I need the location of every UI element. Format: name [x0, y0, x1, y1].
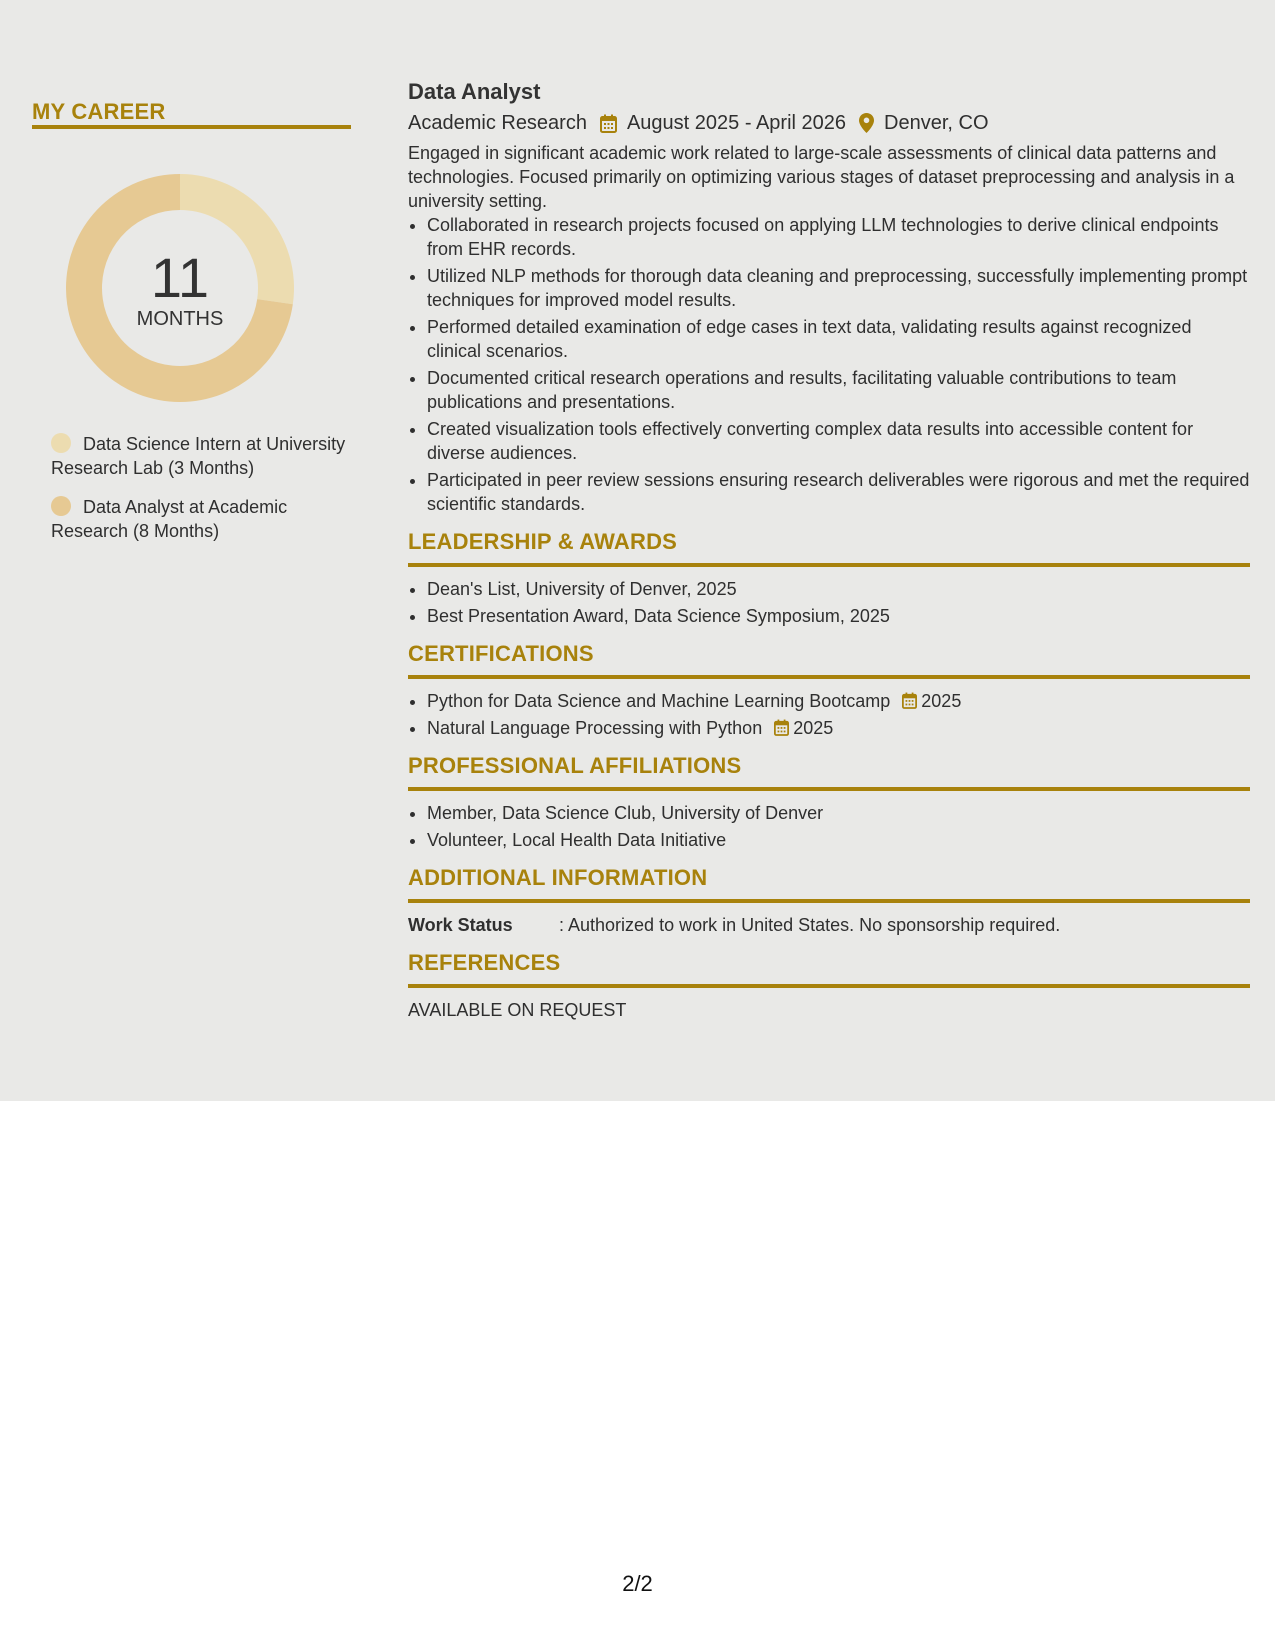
list-item: • Collaborated in research projects focused on applying LLM technologies to derive clinical endpoints from EHR records. — [427, 213, 1250, 261]
list-item: • Created visualization tools effectively converting complex data results into accessible content for diverse audiences. — [427, 417, 1250, 465]
certifications-list — [408, 689, 1250, 740]
list-item: • Volunteer, Local Health Data Initiative — [427, 828, 1250, 852]
affiliations-list — [408, 801, 1250, 852]
main-content — [408, 78, 1250, 1022]
job-dates: August 2025 - April 2026 — [626, 112, 847, 134]
section-divider — [32, 125, 351, 129]
list-item — [427, 716, 1250, 740]
job-meta — [408, 109, 1250, 137]
job-description: Engaged in significant academic work related to large-scale assessments of clinical data patterns and technologies. Focused primarily on optimizing various stages of dataset preprocessing and analysis in a university setting. — [408, 143, 1235, 211]
calendar-icon — [774, 719, 789, 736]
list-item — [427, 689, 1250, 713]
career-section-title: MY CAREER — [32, 99, 166, 124]
section-divider — [408, 675, 1250, 679]
section-divider — [408, 787, 1250, 791]
calendar-icon — [600, 114, 617, 133]
job-company: Academic Research — [408, 112, 587, 134]
career-sidebar — [32, 96, 351, 558]
career-donut-chart — [66, 174, 294, 402]
page-number: 2/2 — [622, 1571, 653, 1596]
list-item: • Performed detailed examination of edge cases in text data, validating results against recognized clinical scenarios. — [427, 315, 1250, 363]
section-divider — [408, 563, 1250, 567]
work-status-label: Work Status — [408, 915, 513, 935]
certification-name: Natural Language Processing with Python — [427, 718, 763, 738]
legend-label: Data Analyst at Academic Research (8 Months) — [51, 497, 288, 541]
job-title: Data Analyst — [408, 79, 541, 104]
references-section-title: REFERENCES — [408, 950, 561, 975]
work-status-row — [408, 913, 1250, 937]
affiliations-section-title: PROFESSIONAL AFFILIATIONS — [408, 753, 742, 778]
calendar-icon — [902, 692, 917, 709]
list-item: • Utilized NLP methods for thorough data cleaning and preprocessing, successfully implementing prompt techniques for improved model results. — [427, 264, 1250, 312]
list-item: • Member, Data Science Club, University of Denver — [427, 801, 1250, 825]
legend-dot-intern — [51, 433, 71, 453]
legend-item — [32, 432, 351, 480]
additional-section-title: ADDITIONAL INFORMATION — [408, 865, 708, 890]
references-text: AVAILABLE ON REQUEST — [408, 1000, 627, 1020]
list-item: • Best Presentation Award, Data Science Symposium, 2025 — [427, 604, 1250, 628]
section-divider — [408, 899, 1250, 903]
certification-year: 2025 — [921, 691, 962, 711]
legend-label: Data Science Intern at University Research Lab (3 Months) — [51, 434, 346, 478]
job-location: Denver, CO — [884, 112, 989, 134]
list-item: • Dean's List, University of Denver, 2025 — [427, 577, 1250, 601]
list-item: • Participated in peer review sessions ensuring research deliverables were rigorous and met the required scientific standards. — [427, 468, 1250, 516]
certification-year: 2025 — [793, 718, 834, 738]
section-divider — [408, 984, 1250, 988]
certifications-section-title: CERTIFICATIONS — [408, 641, 594, 666]
career-legend — [32, 432, 351, 543]
certification-name: Python for Data Science and Machine Learning Bootcamp — [427, 691, 891, 711]
legend-dot-analyst — [51, 496, 71, 516]
leadership-section-title: LEADERSHIP & AWARDS — [408, 529, 678, 554]
career-total-unit: MONTHS — [136, 308, 224, 330]
career-total-value: 11 — [150, 246, 210, 309]
list-item: • Documented critical research operations and results, facilitating valuable contributions to team publications and presentations. — [427, 366, 1250, 414]
map-pin-icon — [859, 113, 874, 133]
work-status-value: : Authorized to work in United States. No sponsorship required. — [559, 915, 1061, 935]
job-bullets — [408, 213, 1250, 516]
legend-item — [32, 495, 351, 543]
leadership-list — [408, 577, 1250, 628]
